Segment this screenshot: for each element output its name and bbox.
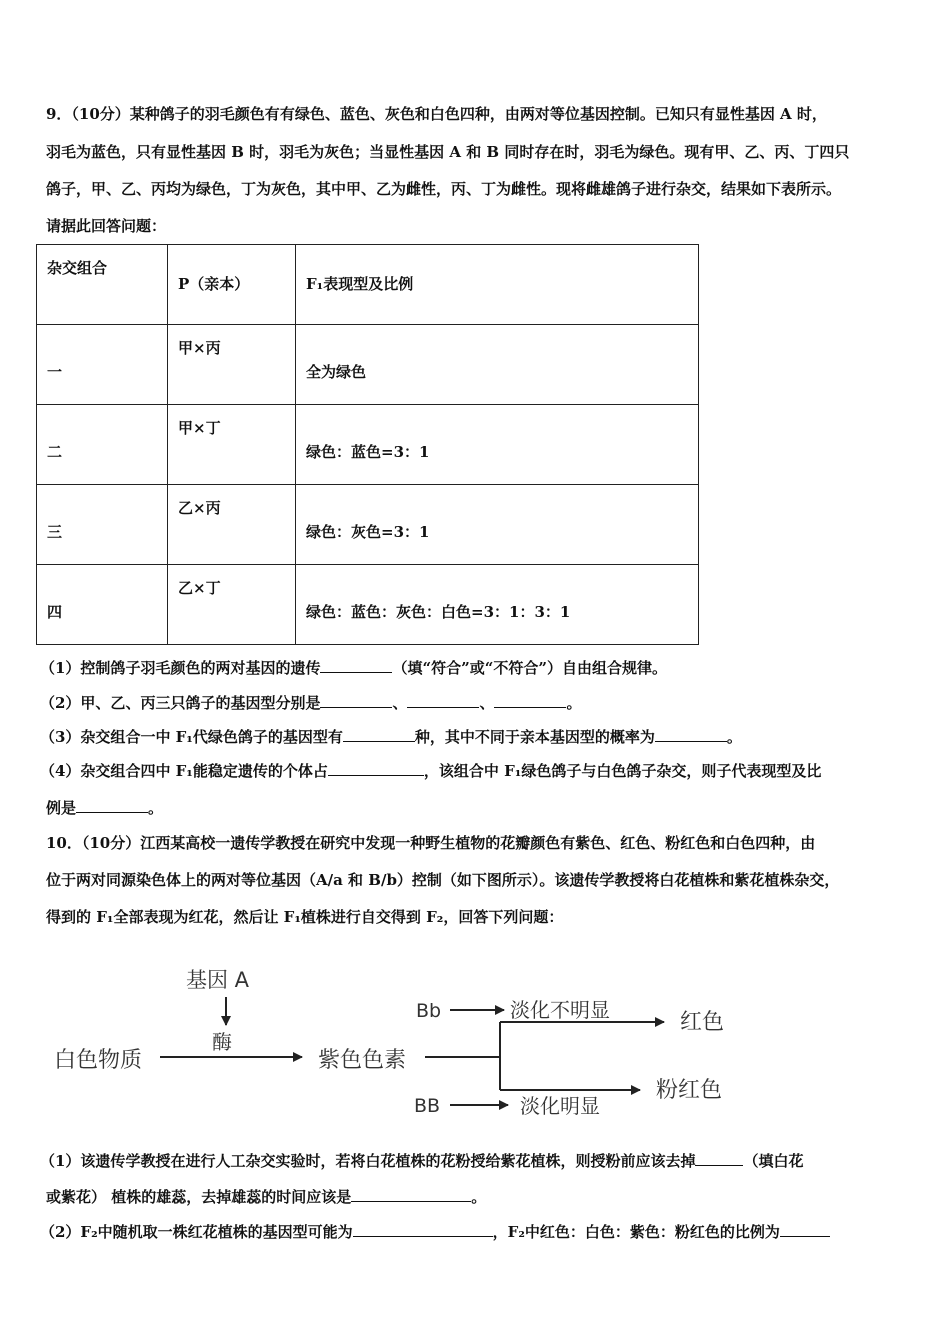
label-gene-a: 基因 A — [186, 968, 250, 992]
cross-results-table — [36, 244, 699, 645]
row-parents: 乙×丁 — [168, 565, 296, 645]
header-cross-group: 杂交组合 — [37, 245, 168, 325]
answer-blank[interactable] — [351, 1187, 471, 1202]
answer-blank[interactable] — [407, 693, 479, 708]
label-bb-hom: BB — [414, 1095, 441, 1117]
answer-blank[interactable] — [780, 1222, 830, 1237]
answer-blank[interactable] — [655, 727, 727, 742]
label-enzyme: 酶 — [212, 1030, 232, 1054]
q9-intro-line2: 羽毛为蓝色，只有显性基因 B 时，羽毛为灰色；当显性基因 A 和 B 同时存在时，羽毛为绿色。现有甲、乙、丙、丁四只 — [46, 143, 850, 161]
label-pink: 粉红色 — [656, 1078, 723, 1103]
row-group: 一 — [37, 325, 168, 405]
answer-blank[interactable] — [695, 1151, 743, 1166]
row-group: 二 — [37, 405, 168, 485]
table-row — [37, 325, 699, 405]
row-parents: 甲×丁 — [168, 405, 296, 485]
q10-intro-line1: 10．（10分）江西某高校一遗传学教授在研究中发现一种野生植物的花瓣颜色有紫色、红色、粉红色和白色四种，由 — [46, 834, 816, 852]
q9-sub2: （2）甲、乙、丙三只鸽子的基因型分别是 、 、 。 — [40, 694, 582, 712]
q10-intro-line2: 位于两对同源染色体上的两对等位基因（A/a 和 B/b）控制（如下图所示）。该遗传学教授将白花植株和紫花植株杂交， — [46, 871, 840, 889]
label-purple-pigment: 紫色色素 — [318, 1048, 407, 1073]
row-result: 全为绿色 — [296, 325, 699, 405]
table-row — [37, 485, 699, 565]
label-red: 红色 — [680, 1010, 725, 1035]
header-parents: P（亲本） — [168, 245, 296, 325]
label-bb-het: Bb — [416, 1000, 442, 1022]
row-parents: 乙×丙 — [168, 485, 296, 565]
header-f1-phenotype: F₁表现型及比例 — [296, 245, 699, 325]
q10-sub1: （1）该遗传学教授在进行人工杂交实验时，若将白花植株的花粉授给紫花植株，则授粉前应该去掉 （填白花 — [40, 1152, 804, 1170]
q10-sub1-cont: 或紫花） 植株的雄蕊，去掉雄蕊的时间应该是 。 — [46, 1188, 487, 1206]
answer-blank[interactable] — [343, 727, 415, 742]
pigment-pathway-diagram — [40, 955, 760, 1125]
q9-sub4: （4）杂交组合四中 F₁能稳定遗传的个体占 ，该组合中 F₁绿色鸽子与白色鸽子杂交，则子代表现型及比 — [40, 762, 822, 780]
row-group: 三 — [37, 485, 168, 565]
q9-sub3: （3）杂交组合一中 F₁代绿色鸽子的基因型有 种，其中不同于亲本基因型的概率为 。 — [40, 728, 742, 746]
table-header-row — [37, 245, 699, 325]
label-faint-unclear: 淡化不明显 — [510, 998, 610, 1022]
label-faint-clear: 淡化明显 — [520, 1094, 600, 1118]
q9-sub4-cont: 例是 。 — [46, 799, 164, 817]
label-white-substance: 白色物质 — [54, 1048, 143, 1073]
answer-blank[interactable] — [76, 798, 148, 813]
row-result: 绿色：蓝色：灰色：白色=3：1：3：1 — [296, 565, 699, 645]
q9-intro-line4: 请据此回答问题： — [46, 217, 167, 235]
q10-intro-line3: 得到的 F₁全部表现为红花，然后让 F₁植株进行自交得到 F₂，回答下列问题： — [46, 908, 564, 926]
table-row — [37, 405, 699, 485]
answer-blank[interactable] — [353, 1222, 493, 1237]
answer-blank[interactable] — [328, 761, 424, 776]
q10-sub2: （2）F₂中随机取一株红花植株的基因型可能为 ，F₂中红色：白色：紫色：粉红色的比例为 — [40, 1221, 830, 1242]
q9-intro-line3: 鸽子，甲、乙、丙均为绿色，丁为灰色，其中甲、乙为雌性，丙、丁为雌性。现将雌雄鸽子进行杂交，结果如下表所示。 — [46, 180, 842, 198]
row-group: 四 — [37, 565, 168, 645]
q9-sub1: （1）控制鸽子羽毛颜色的两对基因的遗传 （填“符合”或“不符合”）自由组合规律。 — [40, 659, 667, 677]
table-row — [37, 565, 699, 645]
answer-blank[interactable] — [494, 693, 566, 708]
row-result: 绿色：灰色=3：1 — [296, 485, 699, 565]
q9-intro-line1: 9．（10分）某种鸽子的羽毛颜色有有绿色、蓝色、灰色和白色四种，由两对等位基因控制。已知只有显性基因 A 时， — [46, 105, 827, 123]
row-parents: 甲×丙 — [168, 325, 296, 405]
row-result: 绿色：蓝色=3：1 — [296, 405, 699, 485]
answer-blank[interactable] — [320, 658, 392, 673]
answer-blank[interactable] — [320, 693, 392, 708]
